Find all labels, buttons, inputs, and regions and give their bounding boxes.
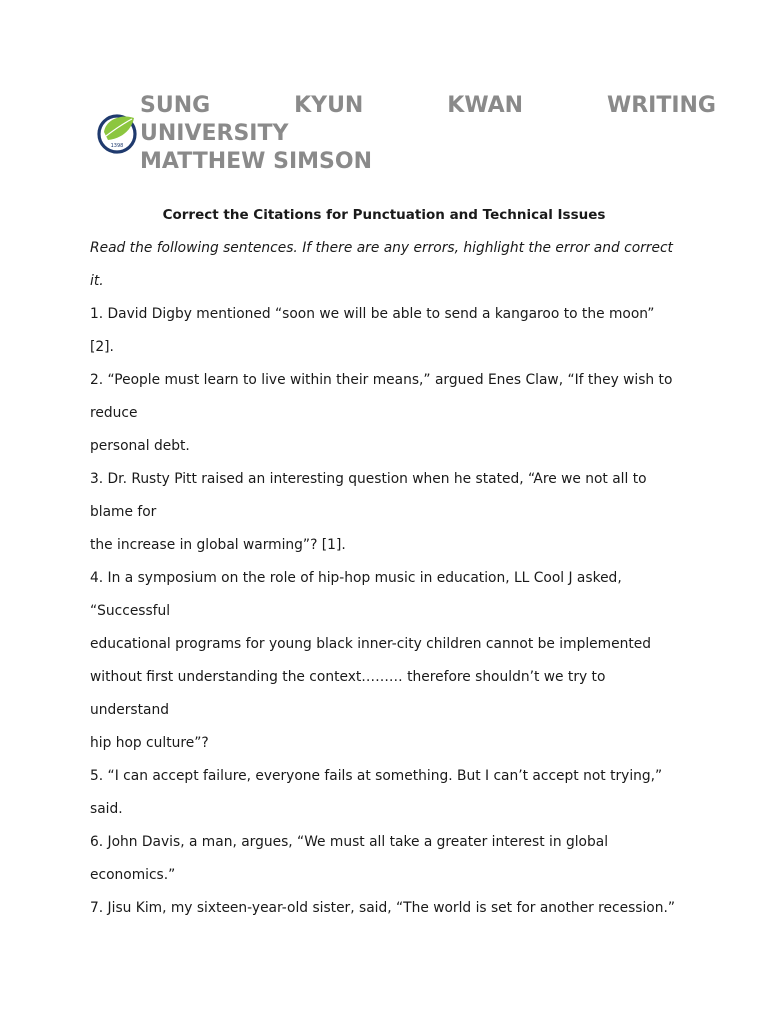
header-title [140,92,716,176]
exercise-line: 6. John Davis, a man, argues, “We must all take a greater interest in global [90,834,609,850]
exercise-line: [2]. [90,339,114,355]
header-word: KWAN [447,93,524,118]
exercise-line: reduce [90,405,138,421]
exercise-line: hip hop culture”? [90,735,209,751]
exercise-line: 4. In a symposium on the role of hip-hop music in education, LL Cool J asked, [90,570,622,586]
worksheet-title: Correct the Citations for Punctuation and Technical Issues [162,207,606,223]
header-line-2: UNIVERSITY [140,121,289,146]
worksheet-body [90,238,690,931]
header-line-3: MATTHEW SIMSON [140,149,372,174]
university-seal-icon [96,110,138,156]
exercise-line: 2. “People must learn to live within their means,” argued Enes Claw, “If they wish to [90,372,673,388]
header-word: WRITING [606,93,716,118]
exercise-line: without first understanding the context……… therefore shouldn’t we try to [90,669,606,685]
exercise-line: understand [90,702,169,718]
exercise-line: personal debt. [90,438,190,454]
exercise-line: 7. Jisu Kim, my sixteen-year-old sister, said, “The world is set for another recession.” [90,900,676,916]
header-word: KYUN [294,93,364,118]
exercise-line: said. [90,801,123,817]
instruction-line: Read the following sentences. If there are any errors, highlight the error and correct [90,240,673,256]
exercise-line: blame for [90,504,157,520]
exercise-line: 3. Dr. Rusty Pitt raised an interesting question when he stated, “Are we not all to [90,471,647,487]
exercise-line: “Successful [90,603,171,619]
exercise-line: 1. David Digby mentioned “soon we will be able to send a kangaroo to the moon” [90,306,655,322]
exercise-line: educational programs for young black inner-city children cannot be implemented [90,636,651,652]
document-header [96,92,716,176]
instruction-line: it. [90,273,104,289]
header-word: SUNG [140,93,211,118]
exercise-line: the increase in global warming”? [1]. [90,537,346,553]
logo-year: 1398 [110,143,124,149]
exercise-line: 5. “I can accept failure, everyone fails at something. But I can’t accept not trying,” [90,768,663,784]
header-line-1 [140,92,716,120]
exercise-line: economics.” [90,867,176,883]
